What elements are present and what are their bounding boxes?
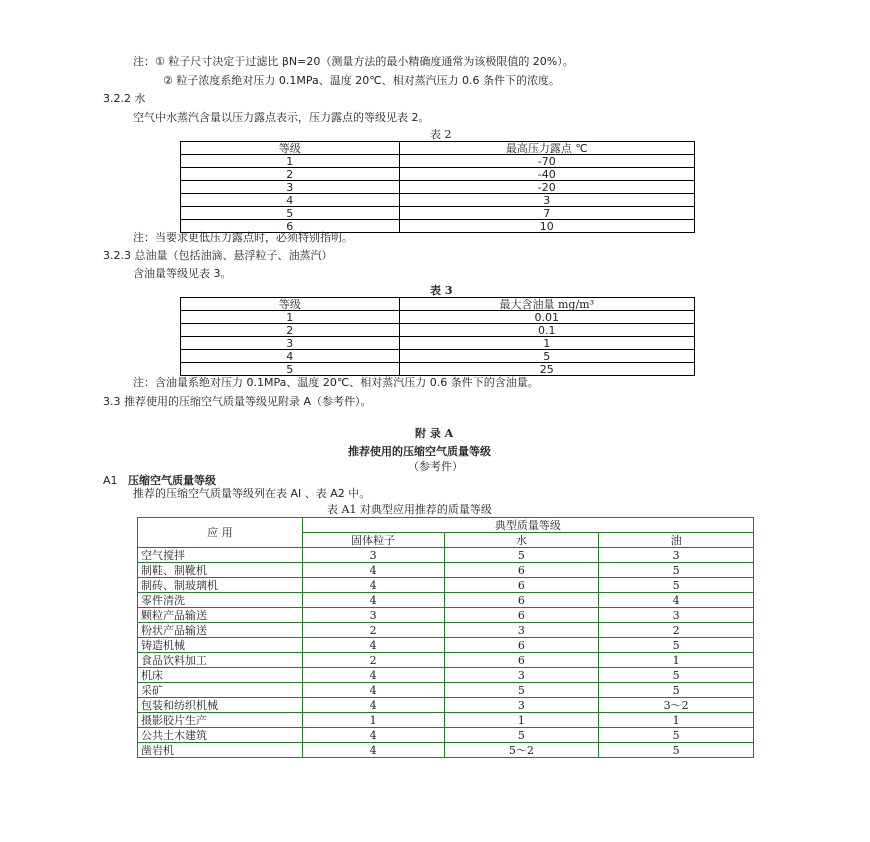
- table2-caption: 表 2: [430, 128, 452, 141]
- table-cell: 包装和纺织机械: [138, 698, 303, 713]
- table-cell: -20: [399, 181, 694, 194]
- table-cell: 粉状产品输送: [138, 623, 303, 638]
- table-cell: 3: [444, 698, 599, 713]
- table2-note: 注：当要求更低压力露点时，必须特别指明。: [133, 231, 353, 244]
- table-cell: 4: [302, 728, 444, 743]
- table-cell: 1: [181, 311, 400, 324]
- table-cell: 0.1: [399, 324, 695, 337]
- table-row: [138, 683, 754, 698]
- table-cell: 6: [444, 608, 599, 623]
- table-cell: 5: [181, 363, 400, 376]
- table-cell: 5: [444, 548, 599, 563]
- table-cell: 3: [302, 548, 444, 563]
- table-cell: 公共土木建筑: [138, 728, 303, 743]
- table-row: [138, 593, 754, 608]
- table3-header-cell: 等级: [181, 298, 400, 311]
- table-cell: 空气搅拌: [138, 548, 303, 563]
- a1-text: 推荐的压缩空气质量等级列在表 AI 、表 A2 中。: [133, 487, 371, 500]
- table-row: [181, 155, 695, 168]
- table-row: [138, 653, 754, 668]
- table-row: [181, 324, 695, 337]
- a1-label: A1: [103, 474, 118, 487]
- table-cell: 3: [599, 608, 754, 623]
- table2-header-cell: 最高压力露点 ℃: [399, 142, 694, 155]
- table-cell: 5: [399, 350, 695, 363]
- table-cell: 6: [444, 638, 599, 653]
- tableA1-subheader-cell: 水: [444, 533, 599, 548]
- section-33-text: 3.3 推荐使用的压缩空气质量等级见附录 A（参考件）。: [103, 395, 372, 408]
- table-row: [181, 194, 695, 207]
- table3-note: 注：含油量系绝对压力 0.1MPa、温度 20℃、相对蒸汽压力 0.6 条件下的含油量。: [133, 376, 539, 389]
- table-cell: 4: [302, 593, 444, 608]
- tableA1-subheader-cell: 固体粒子: [302, 533, 444, 548]
- table-cell: 5: [599, 743, 754, 758]
- table-row: [181, 207, 695, 220]
- table-cell: 10: [399, 220, 694, 233]
- table-row: [138, 743, 754, 758]
- table-row: [138, 623, 754, 638]
- table-cell: 1: [399, 337, 695, 350]
- table-cell: 机床: [138, 668, 303, 683]
- table-cell: 2: [302, 623, 444, 638]
- table-cell: 5: [599, 728, 754, 743]
- table-cell: 4: [599, 593, 754, 608]
- table-cell: 食品饮料加工: [138, 653, 303, 668]
- table-cell: 2: [181, 324, 400, 337]
- table-cell: 5: [181, 207, 400, 220]
- table2: [180, 141, 695, 233]
- section-323-text: 含油量等级见表 3。: [133, 267, 232, 280]
- table-row: [138, 548, 754, 563]
- table-cell: 4: [302, 578, 444, 593]
- table-cell: 2: [302, 653, 444, 668]
- tableA1-subheader-cell: 油: [599, 533, 754, 548]
- table-cell: 3: [399, 194, 694, 207]
- table-row: [138, 608, 754, 623]
- table-cell: 采矿: [138, 683, 303, 698]
- table-cell: 6: [444, 593, 599, 608]
- table-cell: 4: [181, 194, 400, 207]
- table-row: [138, 728, 754, 743]
- tableA1-col-app: 应 用: [138, 518, 303, 548]
- section-323-heading: 3.2.3 总油量（包括油滴、悬浮粒子、油蒸汽）: [103, 249, 333, 262]
- table-cell: 3: [599, 548, 754, 563]
- table-cell: 5: [599, 578, 754, 593]
- table-cell: 4: [302, 683, 444, 698]
- table-cell: 4: [302, 698, 444, 713]
- table-cell: 4: [302, 563, 444, 578]
- table-cell: 6: [181, 220, 400, 233]
- table-row: [181, 168, 695, 181]
- table-cell: 5: [599, 563, 754, 578]
- table2-header-cell: 等级: [181, 142, 400, 155]
- table-row: [181, 363, 695, 376]
- table-cell: 零件清洗: [138, 593, 303, 608]
- table-cell: 6: [444, 653, 599, 668]
- table-row: [138, 713, 754, 728]
- table-cell: 5～2: [444, 743, 599, 758]
- table-cell: 6: [444, 563, 599, 578]
- table-cell: 3: [444, 668, 599, 683]
- table-cell: 1: [181, 155, 400, 168]
- section-322-heading: 3.2.2 水: [103, 92, 146, 105]
- table-row: [138, 698, 754, 713]
- table-cell: 凿岩机: [138, 743, 303, 758]
- table-cell: 铸造机械: [138, 638, 303, 653]
- a1-heading: 压缩空气质量等级: [128, 474, 216, 487]
- table-cell: 1: [444, 713, 599, 728]
- appendix-ref: （参考件）: [408, 460, 463, 473]
- tableA1-caption: 表 A1 对典型应用推荐的质量等级: [327, 503, 492, 516]
- table-cell: 5: [444, 728, 599, 743]
- table-cell: 3: [302, 608, 444, 623]
- table3-caption: 表 3: [430, 284, 453, 297]
- table-cell: 摄影胶片生产: [138, 713, 303, 728]
- table-cell: 3: [444, 623, 599, 638]
- table3-header-cell: 最大含油量 mg/m³: [399, 298, 695, 311]
- table-cell: 2: [599, 623, 754, 638]
- table-cell: 制鞋、制靴机: [138, 563, 303, 578]
- table-cell: 4: [302, 668, 444, 683]
- table-row: [181, 181, 695, 194]
- table-cell: 制砖、制玻璃机: [138, 578, 303, 593]
- tableA1: [137, 517, 754, 758]
- table-row: [138, 638, 754, 653]
- table-cell: 5: [599, 683, 754, 698]
- table-row: [181, 337, 695, 350]
- table-row: [138, 578, 754, 593]
- appendix-subtitle: 推荐使用的压缩空气质量等级: [348, 445, 491, 458]
- table-cell: -40: [399, 168, 694, 181]
- table-cell: 5: [599, 638, 754, 653]
- table-cell: 3: [181, 181, 400, 194]
- appendix-title: 附 录 A: [415, 427, 454, 440]
- table-cell: 4: [181, 350, 400, 363]
- table-cell: 7: [399, 207, 694, 220]
- table-cell: 1: [599, 653, 754, 668]
- table-row: [181, 350, 695, 363]
- note-2: ② 粒子浓度系绝对压力 0.1MPa、温度 20℃、相对蒸汽压力 0.6 条件下的浓度。: [163, 74, 561, 87]
- table-cell: 3: [181, 337, 400, 350]
- table-cell: 1: [599, 713, 754, 728]
- table-cell: 4: [302, 638, 444, 653]
- table-row: [181, 311, 695, 324]
- table3: [180, 297, 695, 376]
- table-cell: 4: [302, 743, 444, 758]
- table-cell: 3～2: [599, 698, 754, 713]
- table-cell: 25: [399, 363, 695, 376]
- table-cell: 6: [444, 578, 599, 593]
- table-cell: 0.01: [399, 311, 695, 324]
- tableA1-header-row: [138, 518, 754, 533]
- table3-header-row: [181, 298, 695, 311]
- table-cell: -70: [399, 155, 694, 168]
- note-1: 注：① 粒子尺寸决定于过滤比 βN=20（测量方法的最小精确度通常为该极限值的 20%）。: [133, 55, 574, 68]
- table-cell: 1: [302, 713, 444, 728]
- table-cell: 颗粒产品输送: [138, 608, 303, 623]
- table2-header-row: [181, 142, 695, 155]
- table-row: [138, 563, 754, 578]
- table-cell: 5: [444, 683, 599, 698]
- section-322-text: 空气中水蒸汽含量以压力露点表示，压力露点的等级见表 2。: [133, 111, 430, 124]
- table-cell: 5: [599, 668, 754, 683]
- tableA1-col-group: 典型质量等级: [302, 518, 753, 533]
- table-row: [138, 668, 754, 683]
- table-cell: 2: [181, 168, 400, 181]
